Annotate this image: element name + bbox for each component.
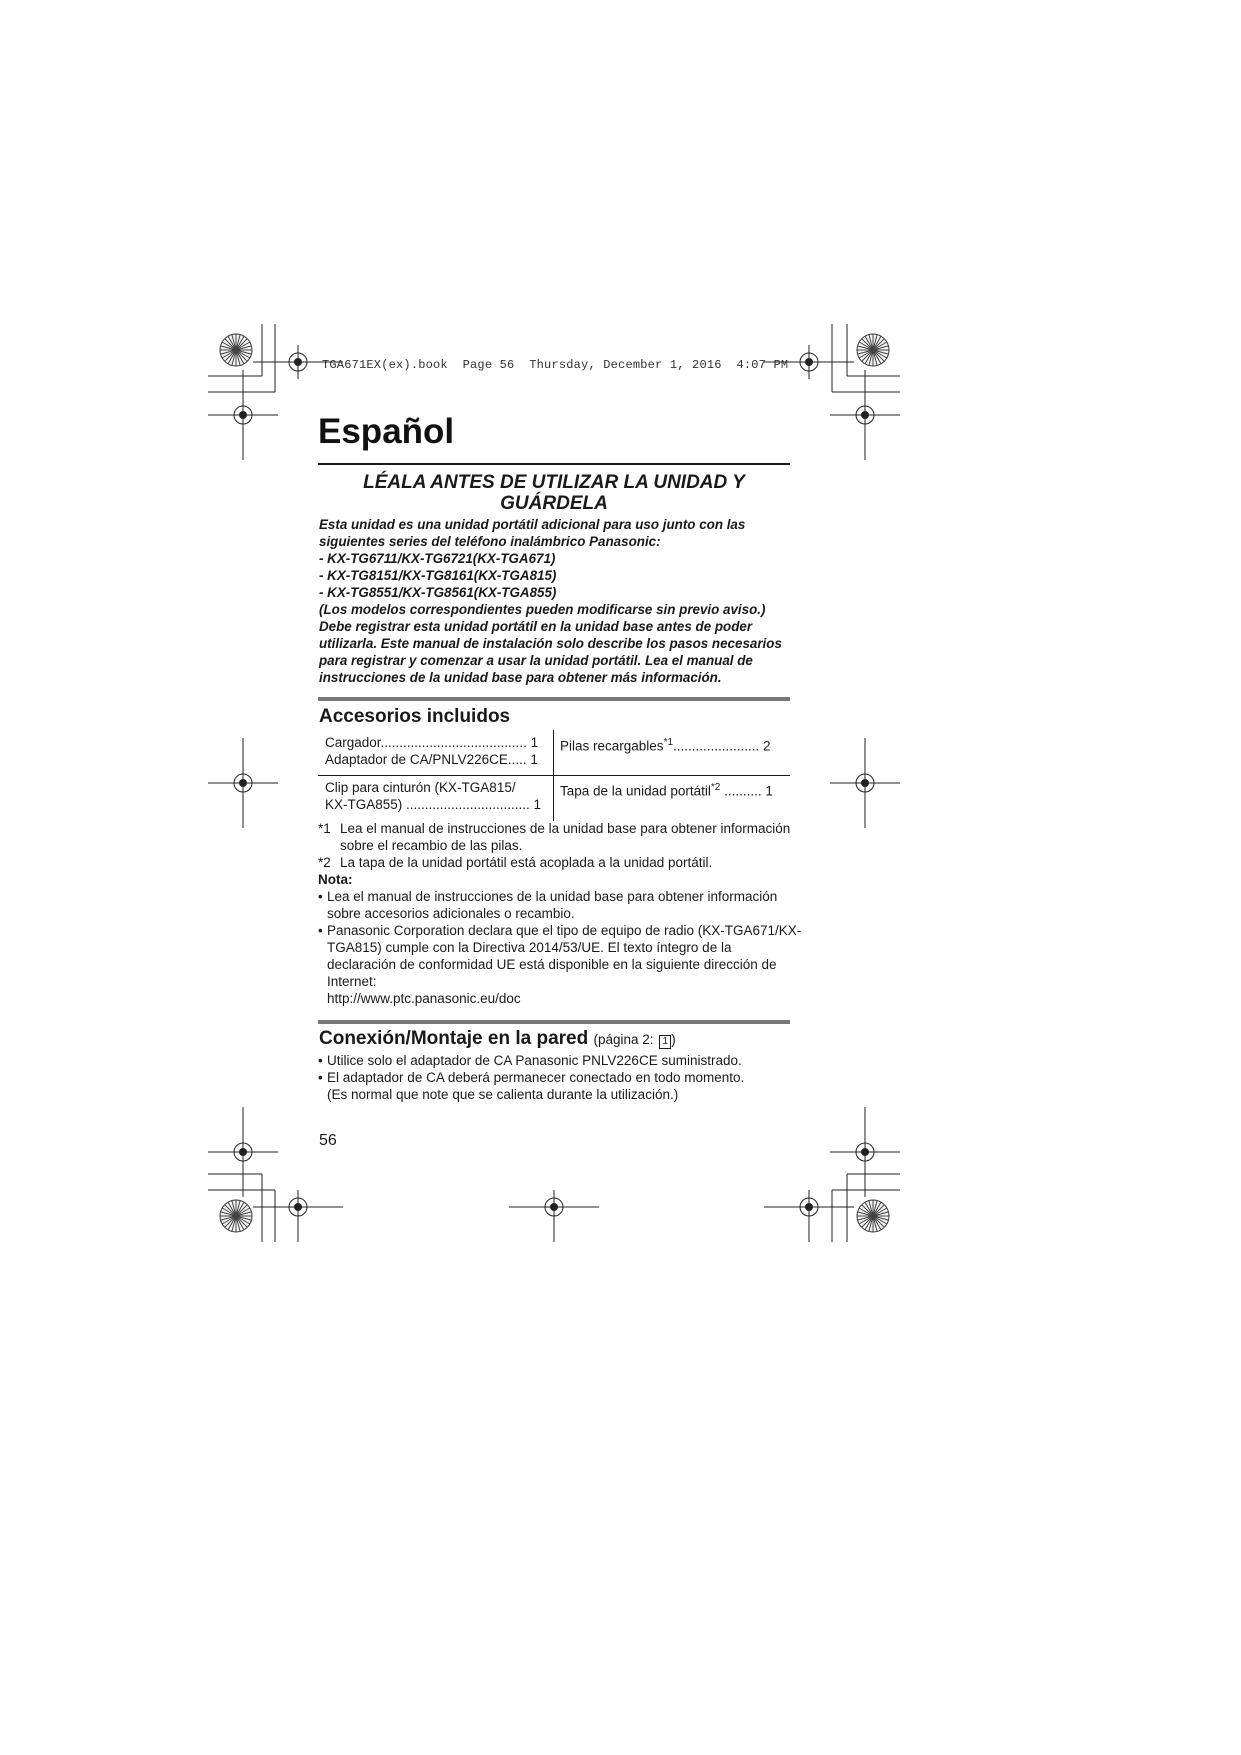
page-reference [594, 1032, 676, 1047]
intro-line: siguientes series del teléfono inalámbrico Panasonic: [319, 534, 661, 549]
book-header-line: TGA671EX(ex).book Page 56 Thursday, December 1, 2016 4:07 PM [322, 358, 789, 372]
connection-line: El adaptador de CA deberá permanecer conectado en todo momento. [327, 1070, 745, 1085]
section-rule [318, 697, 790, 701]
bullet-dot: • [318, 1053, 323, 1068]
intro-line: (Los modelos correspondientes pueden modificarse sin previo aviso.) [319, 602, 766, 617]
accessory-line: Cargador....................................... 1 [325, 735, 539, 750]
accessory-text: Tapa de la unidad portátil [560, 783, 711, 799]
intro-line: instrucciones de la unidad base para obtener más información. [319, 670, 722, 685]
bullet-dot: • [318, 923, 323, 938]
intro-paragraph [319, 516, 791, 686]
nota-line: declaración de conformidad UE está disponible en la siguiente dirección de [327, 957, 777, 972]
footnote-line: sobre el recambio de las pilas. [340, 838, 523, 853]
title-rule [318, 463, 790, 465]
intro-line: - KX-TG6711/KX-TG6721(KX-TGA671) [319, 551, 556, 566]
footnote-ref: *1 [663, 737, 674, 748]
nota-bullet [318, 922, 802, 1007]
nota-bullet [318, 888, 790, 922]
accessory-line: Clip para cinturón (KX-TGA815/ [325, 780, 516, 795]
intro-line: - KX-TG8551/KX-TG8561(KX-TGA855) [319, 585, 557, 600]
nota-line: Lea el manual de instrucciones de la unidad base para obtener información [327, 889, 778, 904]
footnote-line: Lea el manual de instrucciones de la unidad base para obtener información [340, 821, 791, 836]
accessory-line: Adaptador de CA/PNLV226CE..... 1 [325, 752, 538, 767]
connection-title [319, 1028, 676, 1050]
intro-line: Debe registrar esta unidad portátil en la unidad base antes de poder [319, 619, 753, 634]
accessory-cell [325, 734, 538, 768]
intro-line: utilizarla. Este manual de instalación solo describe los pasos necesarios [319, 636, 782, 651]
language-title: Español [318, 412, 455, 451]
page-number: 56 [319, 1132, 337, 1149]
footnote-ref: *2 [710, 782, 721, 793]
nota-url: http://www.ptc.panasonic.eu/doc [327, 991, 521, 1006]
footnote-mark: *1 [318, 821, 331, 836]
bullet-dot: • [318, 1070, 323, 1085]
connection-bullet [318, 1052, 790, 1069]
nota-line: sobre accesorios adicionales o recambio. [327, 906, 575, 921]
accessory-cell [560, 734, 771, 755]
section-rule [318, 1020, 790, 1024]
footnote-mark: *2 [318, 855, 331, 870]
footnote [318, 820, 790, 854]
accessory-cell [560, 779, 773, 800]
accessory-text: Pilas recargables [560, 738, 664, 754]
accessory-line: KX-TGA855) ................................. 1 [325, 797, 542, 812]
connection-title-text: Conexión/Montaje en la pared [319, 1028, 589, 1049]
accessory-cell [325, 779, 541, 813]
bullet-dot: • [318, 889, 323, 904]
notes-block [318, 820, 802, 1007]
accessory-qty: .......... 1 [720, 783, 773, 799]
nota-line: TGA815) cumple con la Directiva 2014/53/UE. El texto íntegro de la [327, 940, 732, 955]
page-reference-text: (página 2: [593, 1032, 658, 1047]
warning-title-line: LÉALA ANTES DE UTILIZAR LA UNIDAD Y [363, 472, 745, 493]
intro-line: - KX-TG8151/KX-TG8161(KX-TGA815) [319, 568, 557, 583]
footnote [318, 854, 790, 871]
page-reference-close: ) [671, 1032, 676, 1047]
connection-line: (Es normal que note que se calienta durante la utilización.) [327, 1087, 679, 1102]
connection-notes [318, 1052, 790, 1103]
footnote-line: La tapa de la unidad portátil está acoplada a la unidad portátil. [340, 855, 713, 870]
intro-line: para registrar y comenzar a usar la unidad portátil. Lea el manual de [319, 653, 753, 668]
intro-line: Esta unidad es una unidad portátil adicional para uso junto con las [319, 517, 746, 532]
accessory-qty: ....................... 2 [673, 738, 771, 754]
nota-line: Internet: [327, 974, 377, 989]
connection-bullet [318, 1069, 790, 1103]
figure-number-box: 1 [659, 1035, 671, 1049]
warning-title [318, 472, 790, 514]
table-divider [318, 775, 790, 776]
warning-title-line: GUÁRDELA [500, 493, 608, 514]
nota-label: Nota: [318, 872, 353, 887]
nota-line: Panasonic Corporation declara que el tipo de equipo de radio (KX-TGA671/KX- [327, 923, 802, 938]
accessories-title: Accesorios incluidos [319, 706, 511, 727]
connection-line: Utilice solo el adaptador de CA Panasonic PNLV226CE suministrado. [327, 1053, 742, 1068]
